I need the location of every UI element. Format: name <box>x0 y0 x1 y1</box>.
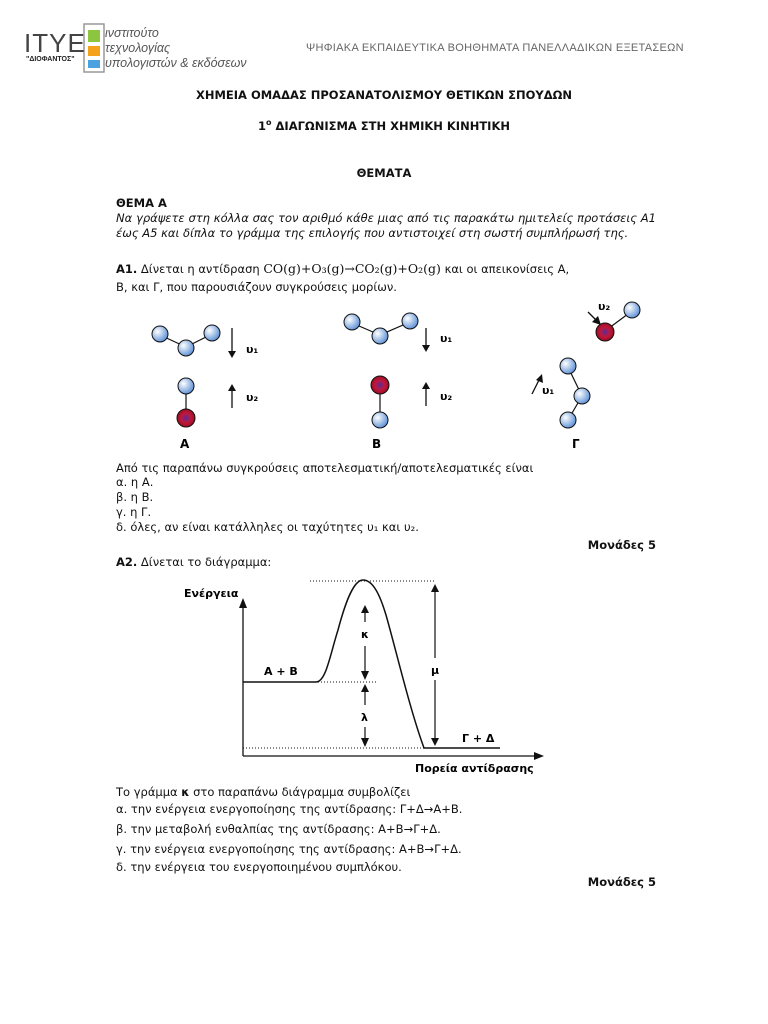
subtitle-sup: ο <box>266 118 272 127</box>
figure-label-c: Γ <box>572 437 580 451</box>
a2-option: δ. την ενέργεια του ενεργοποιημένου συμπλόκου. <box>116 860 402 874</box>
u1-label: υ₁ <box>440 332 453 345</box>
collision-b <box>344 313 430 428</box>
a1-option: α. η Α. <box>116 475 154 489</box>
y-axis-label: Ενέργεια <box>184 587 239 600</box>
subtitle-text: ΔΙΑΓΩΝΙΣΜΑ ΣΤΗ ΧΗΜΙΚΗ ΚΙΝΗΤΙΚΗ <box>271 118 510 133</box>
a2-text: Δίνεται το διάγραμμα: <box>137 555 272 569</box>
a1-option: δ. όλες, αν είναι κατάλληλες οι ταχύτητες υ₁ και υ₂. <box>116 520 419 534</box>
x-axis-label: Πορεία αντίδρασης <box>415 762 534 775</box>
header-note: ΨΗΦΙΑΚΑ ΕΚΠΑΙΔΕΥΤΙΚΑ ΒΟΗΘΗΜΑΤΑ ΠΑΝΕΛΛΑΔΙΚΩΝ ΕΞΕΤΑΣΕΩΝ <box>306 42 684 54</box>
a1-marks: Μονάδες 5 <box>587 538 656 552</box>
a2-option: γ. την ενέργεια ενεργοποίησης της αντίδρασης: Α+Β→Γ+Δ. <box>116 842 462 856</box>
u2-label: υ₂ <box>440 390 453 403</box>
a2-question-k: κ <box>181 785 190 799</box>
theme-a-intro: Να γράψετε στη κόλλα σας τον αριθμό κάθε μιας από τις παρακάτω ημιτελείς προτάσεις Α1 έως Α5 και δίπλα το γράμμα της επιλογής που αντιστοιχεί στη σωστή συμπλήρωσή της. <box>116 211 656 240</box>
collision-c <box>532 302 640 428</box>
energy-diagram <box>0 570 768 780</box>
a1-label: Α1. <box>116 262 138 276</box>
a2-option: α. την ενέργεια ενεργοποίησης της αντίδρασης: Γ+Δ→Α+Β. <box>116 802 463 816</box>
collision-a <box>152 325 236 427</box>
doc-subtitle <box>0 118 768 133</box>
a2-option: β. την μεταβολή ενθαλπίας της αντίδρασης: Α+Β→Γ+Δ. <box>116 822 441 836</box>
logo-sub: "ΔΙΟΦΑΝΤΟΣ" <box>26 56 75 63</box>
doc-title: ΧΗΜΕΙΑ ΟΜΑΔΑΣ ΠΡΟΣΑΝΑΤΟΛΙΣΜΟΥ ΘΕΤΙΚΩΝ ΣΠΟΥΔΩΝ <box>195 88 573 102</box>
logo-line: ινστιτούτο <box>105 26 159 40</box>
logo-main: ΙΤΥΕ <box>24 28 86 58</box>
a2-question-text: στο παραπάνω διάγραμμα συμβολίζει <box>189 785 411 799</box>
k-label: κ <box>361 628 369 641</box>
u1-label: υ₁ <box>542 384 555 397</box>
energy-curve <box>243 580 500 748</box>
products-label: Γ + Δ <box>462 732 495 745</box>
a2-line <box>116 555 656 570</box>
logo-line: υπολογιστών & εκδόσεων <box>105 56 247 70</box>
l-label: λ <box>361 711 368 724</box>
a2-marks: Μονάδες 5 <box>587 875 656 889</box>
u1-label: υ₁ <box>246 343 259 356</box>
a1-option: γ. η Γ. <box>116 505 152 519</box>
a1-text: και οι απεικονίσεις Α, <box>440 262 570 276</box>
a1-text: Δίνεται η αντίδραση <box>137 262 264 276</box>
a1-line2: Β, και Γ, που παρουσιάζουν συγκρούσεις μορίων. <box>116 280 397 294</box>
a1-question: Από τις παραπάνω συγκρούσεις αποτελεσματική/αποτελεσματικές είναι <box>116 461 534 475</box>
m-label: μ <box>431 664 440 677</box>
section-title: ΘΕΜΑΤΑ <box>356 166 412 180</box>
logo-text <box>105 26 247 71</box>
collision-figure <box>0 290 768 460</box>
logo-line: τεχνολογίας <box>105 41 171 55</box>
logo <box>22 18 252 88</box>
subtitle-number: 1 <box>258 118 267 133</box>
a1-option: β. η Β. <box>116 490 154 504</box>
reactants-label: Α + Β <box>264 665 298 678</box>
u2-label: υ₂ <box>246 391 259 404</box>
a1-reaction: CO(g)+O₃(g)→CO₂(g)+O₂(g) <box>263 261 441 276</box>
a2-question-text: Το γράμμα <box>116 785 182 799</box>
figure-label-a: Α <box>180 437 190 451</box>
a2-label: Α2. <box>116 555 138 569</box>
figure-label-b: Β <box>372 437 382 451</box>
a2-question <box>116 785 656 800</box>
theme-a-heading: ΘΕΜΑ Α <box>116 196 167 210</box>
u2-label: υ₂ <box>598 300 611 313</box>
a1-line1 <box>116 262 656 277</box>
